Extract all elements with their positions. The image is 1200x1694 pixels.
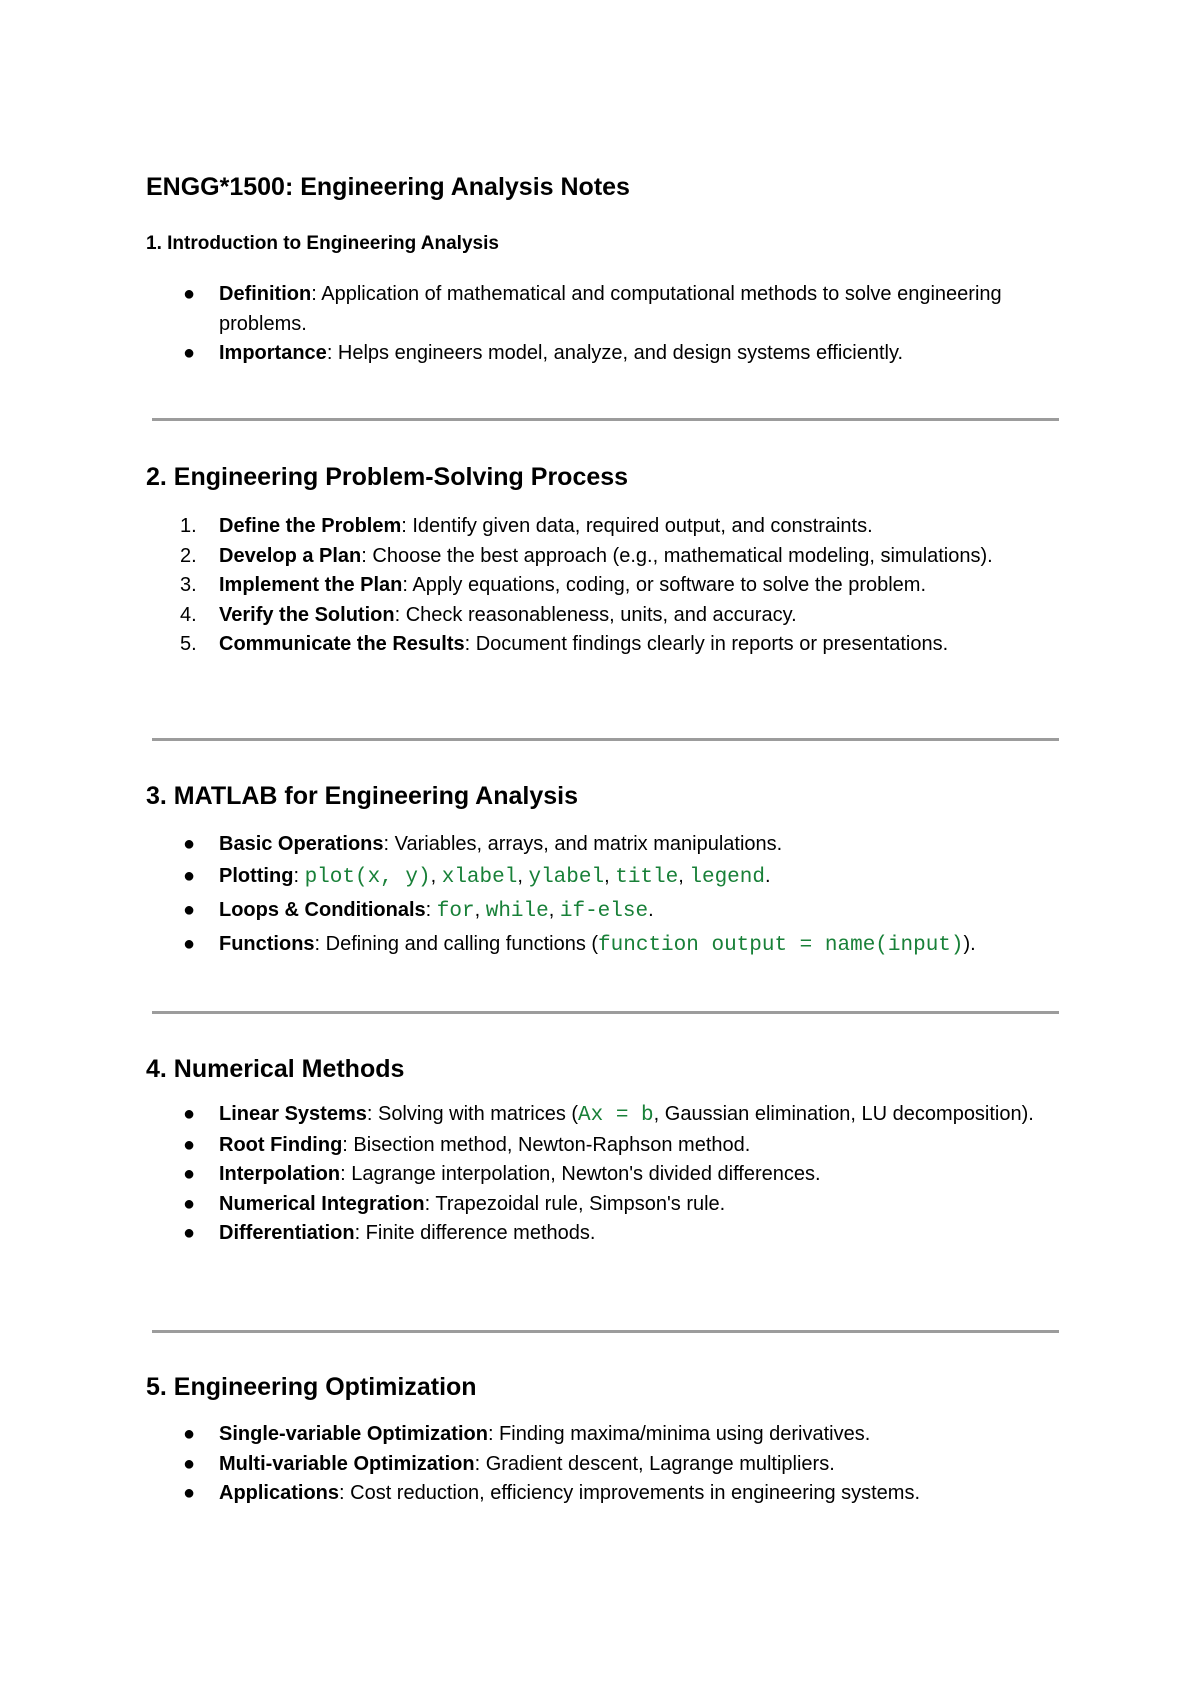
- section-5-list: [146, 1420, 1066, 1509]
- list-item: 4. Verify the Solution: Check reasonableness, units, and accuracy.: [180, 603, 797, 626]
- list-item: ● Plotting: plot(x, y), xlabel, ylabel, title, legend.: [146, 860, 1066, 894]
- list-item: 2. Develop a Plan: Choose the best approach (e.g., mathematical modeling, simulations).: [180, 544, 993, 567]
- list-item: ● Root Finding: Bisection method, Newton-Raphson method.: [146, 1131, 1066, 1161]
- list-item: ● Single-variable Optimization: Finding maxima/minima using derivatives.: [146, 1420, 1066, 1450]
- list-item: ● Loops & Conditionals: for, while, if-else.: [146, 894, 1066, 928]
- code-snippet: legend: [689, 865, 765, 889]
- code-snippet: function output = name(input): [598, 933, 964, 957]
- code-snippet: if-else: [559, 899, 649, 923]
- section-3-list: [146, 830, 1066, 962]
- code-snippet: title: [615, 865, 679, 889]
- code-snippet: while: [485, 899, 549, 923]
- list-item: ● Functions: Defining and calling functions (function output = name(input)).: [146, 928, 1066, 962]
- bullet-icon: ●: [183, 1103, 196, 1125]
- bullet-icon: ●: [183, 1423, 196, 1445]
- bullet-icon: ●: [183, 1452, 196, 1475]
- list-item: 5. Communicate the Results: Document findings clearly in reports or presentations.: [180, 633, 949, 655]
- code-snippet: plot(x, y): [304, 865, 431, 889]
- code-snippet: Ax = b: [578, 1104, 654, 1127]
- code-snippet: for: [436, 899, 475, 923]
- section-divider: [152, 1011, 1059, 1014]
- list-item: ● Numerical Integration: Trapezoidal rule, Simpson's rule.: [146, 1190, 1066, 1220]
- list-item: ● Definition: Application of mathematical and computational methods to solve engineering problems.: [146, 280, 1066, 339]
- list-item: 1. Define the Problem: Identify given data, required output, and constraints.: [180, 515, 873, 537]
- code-snippet: xlabel: [441, 865, 518, 889]
- bullet-icon: ●: [183, 833, 196, 855]
- bullet-icon: ●: [183, 1222, 196, 1244]
- list-item: ● Basic Operations: Variables, arrays, and matrix manipulations.: [146, 830, 1066, 860]
- list-item: ● Linear Systems: Solving with matrices (Ax = b, Gaussian elimination, LU decomposition).: [146, 1100, 1066, 1131]
- section-1-heading: 1. Introduction to Engineering Analysis: [146, 233, 499, 254]
- section-3-heading: 3. MATLAB for Engineering Analysis: [146, 782, 578, 810]
- list-item: ● Applications: Cost reduction, efficiency improvements in engineering systems.: [146, 1479, 1066, 1509]
- bullet-icon: ●: [183, 1192, 196, 1215]
- document-title: ENGG*1500: Engineering Analysis Notes: [146, 173, 630, 201]
- section-2-list: [146, 512, 1066, 660]
- list-item: ● Importance: Helps engineers model, analyze, and design systems efficiently.: [146, 339, 1066, 369]
- list-item: ● Multi-variable Optimization: Gradient descent, Lagrange multipliers.: [146, 1450, 1066, 1480]
- bullet-icon: ●: [183, 864, 196, 887]
- bullet-icon: ●: [183, 342, 196, 364]
- bullet-icon: ●: [183, 932, 196, 955]
- list-item: ● Interpolation: Lagrange interpolation, Newton's divided differences.: [146, 1160, 1066, 1190]
- section-1-list: [146, 280, 1066, 369]
- section-4-heading: 4. Numerical Methods: [146, 1055, 405, 1083]
- section-2-heading: 2. Engineering Problem-Solving Process: [146, 463, 629, 491]
- section-5-heading: 5. Engineering Optimization: [146, 1373, 477, 1401]
- bullet-icon: ●: [183, 1163, 196, 1185]
- bullet-icon: ●: [183, 283, 196, 305]
- list-item: 3. Implement the Plan: Apply equations, coding, or software to solve the problem.: [180, 574, 927, 596]
- list-item: ● Differentiation: Finite difference methods.: [146, 1219, 1066, 1249]
- section-divider: [152, 1330, 1059, 1333]
- bullet-icon: ●: [183, 898, 196, 921]
- section-divider: [152, 418, 1059, 421]
- section-divider: [152, 738, 1059, 741]
- section-4-list: [146, 1100, 1066, 1249]
- bullet-icon: ●: [183, 1482, 196, 1504]
- bullet-icon: ●: [183, 1133, 196, 1156]
- code-snippet: ylabel: [528, 865, 605, 889]
